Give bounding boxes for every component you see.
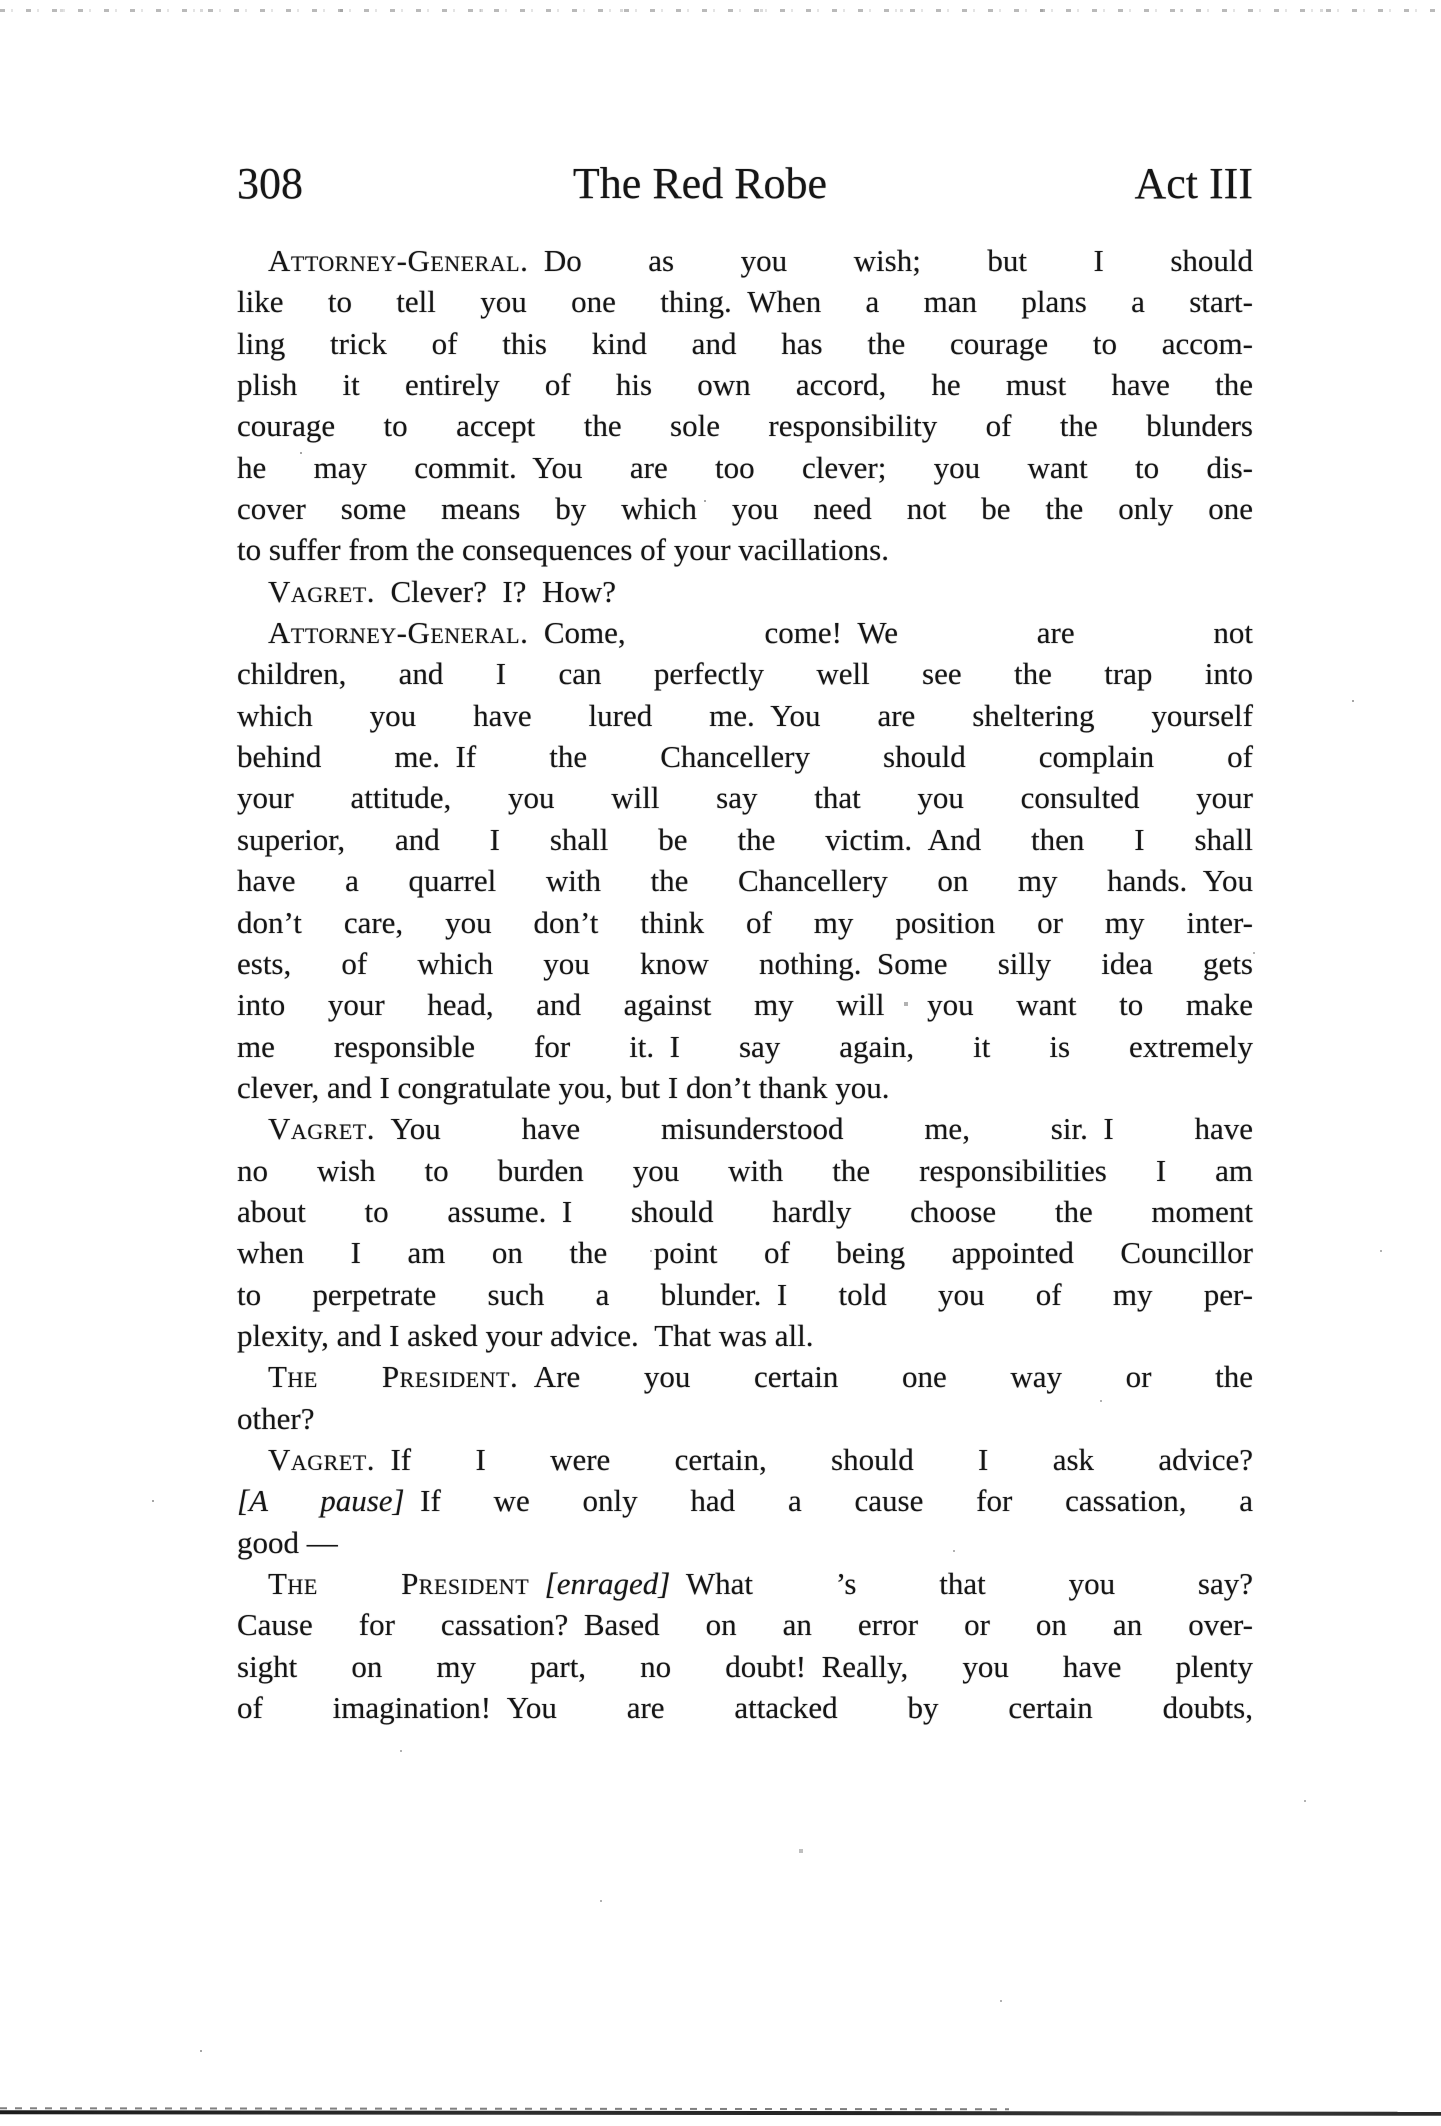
text-line bbox=[237, 1315, 1253, 1356]
dialogue-text: other? bbox=[237, 1400, 315, 1436]
dialogue-text: sight on my part, no doubt! Really, you have plenty bbox=[237, 1648, 1253, 1684]
dialogue-text: like to tell you one thing. When a man plans a start- bbox=[237, 284, 1253, 320]
dialogue-text: children, and I can perfectly well see the trap into bbox=[237, 656, 1253, 692]
dialogue-text: he may commit. You are too clever; you want to dis- bbox=[237, 449, 1253, 485]
dialogue-text: You have misunderstood me, sir. I have bbox=[374, 1111, 1253, 1147]
text-line bbox=[237, 1687, 1253, 1728]
dialogue-text: good — bbox=[237, 1524, 338, 1560]
text-line bbox=[237, 1480, 1253, 1521]
text-line bbox=[237, 1191, 1253, 1232]
speaker-name: Vagret. bbox=[268, 1111, 375, 1147]
text-line bbox=[237, 984, 1253, 1025]
text-line bbox=[237, 447, 1253, 488]
text-line bbox=[237, 1067, 1253, 1108]
dialogue-text: when I am on the point of being appointed Councillor bbox=[237, 1235, 1253, 1271]
text-line bbox=[237, 1026, 1253, 1067]
dialogue-text: Are you certain one way or the bbox=[518, 1359, 1253, 1395]
text-line bbox=[237, 364, 1253, 405]
text-line bbox=[237, 1522, 1253, 1563]
dialogue-text: Come, come! We are not bbox=[528, 615, 1253, 651]
text-line bbox=[237, 1232, 1253, 1273]
text-line bbox=[237, 240, 1253, 281]
text-line bbox=[237, 1108, 1253, 1149]
stage-direction: [A pause] bbox=[237, 1483, 405, 1519]
text-line bbox=[237, 860, 1253, 901]
scan-top-speckle bbox=[0, 9, 1441, 12]
dialogue-text: Do as you wish; but I should bbox=[528, 243, 1253, 278]
text-line bbox=[237, 529, 1253, 570]
dialogue-text: plexity, and I asked your advice. That was all. bbox=[237, 1317, 814, 1353]
text-line bbox=[237, 1356, 1253, 1397]
text-line bbox=[237, 281, 1253, 322]
text-line bbox=[237, 323, 1253, 364]
scan-ink-specks bbox=[0, 0, 2, 2]
text-line bbox=[237, 405, 1253, 446]
scan-bottom-edge bbox=[0, 2110, 1441, 2116]
text-line bbox=[237, 736, 1253, 777]
dialogue-text bbox=[529, 1566, 545, 1601]
page-body bbox=[237, 240, 1253, 1728]
dialogue-text: your attitude, you will say that you consulted your bbox=[237, 780, 1253, 816]
speaker-name: Attorney-General. bbox=[268, 243, 529, 278]
speaker-name: Vagret. bbox=[268, 1441, 375, 1477]
text-line bbox=[237, 819, 1253, 860]
text-line bbox=[237, 902, 1253, 943]
text-line bbox=[237, 612, 1253, 653]
dialogue-text: no wish to burden you with the responsibilities I am bbox=[237, 1152, 1253, 1188]
dialogue-text: have a quarrel with the Chancellery on my hands. You bbox=[237, 863, 1253, 899]
dialogue-text: plish it entirely of his own accord, he must have the bbox=[237, 367, 1253, 403]
text-line bbox=[237, 1604, 1253, 1645]
dialogue-text: courage to accept the sole responsibility of the blunders bbox=[237, 408, 1253, 444]
dialogue-text: don’t care, you don’t think of my position or my inter- bbox=[237, 904, 1253, 940]
dialogue-text: of imagination! You are attacked by certain doubts, bbox=[237, 1690, 1253, 1726]
dialogue-text: which you have lured me. You are sheltering yourself bbox=[237, 697, 1253, 733]
dialogue-text: Cause for cassation? Based on an error or on an over- bbox=[237, 1607, 1253, 1643]
speaker-name: The President bbox=[268, 1566, 530, 1601]
stage-direction: [enraged] bbox=[544, 1566, 671, 1601]
dialogue-text: If we only had a cause for cassation, a bbox=[404, 1483, 1253, 1519]
dialogue-text: ests, of which you know nothing. Some silly idea gets bbox=[237, 945, 1253, 981]
dialogue-text: me responsible for it. I say again, it is extremely bbox=[237, 1028, 1253, 1064]
dialogue-text: Clever? I? How? bbox=[374, 573, 616, 609]
dialogue-text: behind me. If the Chancellery should complain of bbox=[237, 739, 1253, 775]
dialogue-text: into your head, and against my will you want to make bbox=[237, 987, 1253, 1023]
speaker-name: Attorney-General. bbox=[268, 615, 529, 651]
text-line bbox=[237, 1563, 1253, 1604]
dialogue-text: about to assume. I should hardly choose the moment bbox=[237, 1193, 1253, 1229]
book-title: The Red Robe bbox=[572, 159, 828, 208]
text-line bbox=[237, 943, 1253, 984]
speaker-name: The President. bbox=[268, 1359, 519, 1395]
act-label: Act III bbox=[1134, 159, 1253, 208]
text-line bbox=[237, 653, 1253, 694]
text-line bbox=[237, 488, 1253, 529]
dialogue-text: cover some means by which you need not be the only one bbox=[237, 491, 1253, 527]
text-line bbox=[237, 1398, 1253, 1439]
dialogue-text: If I were certain, should I ask advice? bbox=[374, 1441, 1253, 1477]
text-line bbox=[237, 571, 1253, 612]
dialogue-text: clever, and I congratulate you, but I don’t thank you. bbox=[237, 1069, 890, 1105]
text-line bbox=[237, 777, 1253, 818]
running-header bbox=[237, 158, 1253, 214]
text-line bbox=[237, 1274, 1253, 1315]
dialogue-text: to perpetrate such a blunder. I told you of my per- bbox=[237, 1276, 1253, 1312]
text-line bbox=[237, 1646, 1253, 1687]
text-line bbox=[237, 1150, 1253, 1191]
dialogue-text: to suffer from the consequences of your vacillations. bbox=[237, 532, 889, 568]
dialogue-text: superior, and I shall be the victim. And then I shall bbox=[237, 821, 1253, 857]
text-line bbox=[237, 1439, 1253, 1480]
dialogue-text: What ’s that you say? bbox=[670, 1566, 1253, 1601]
page-number: 308 bbox=[237, 159, 303, 208]
dialogue-text: ling trick of this kind and has the courage to accom- bbox=[237, 325, 1253, 361]
speaker-name: Vagret. bbox=[268, 573, 375, 609]
text-line bbox=[237, 695, 1253, 736]
